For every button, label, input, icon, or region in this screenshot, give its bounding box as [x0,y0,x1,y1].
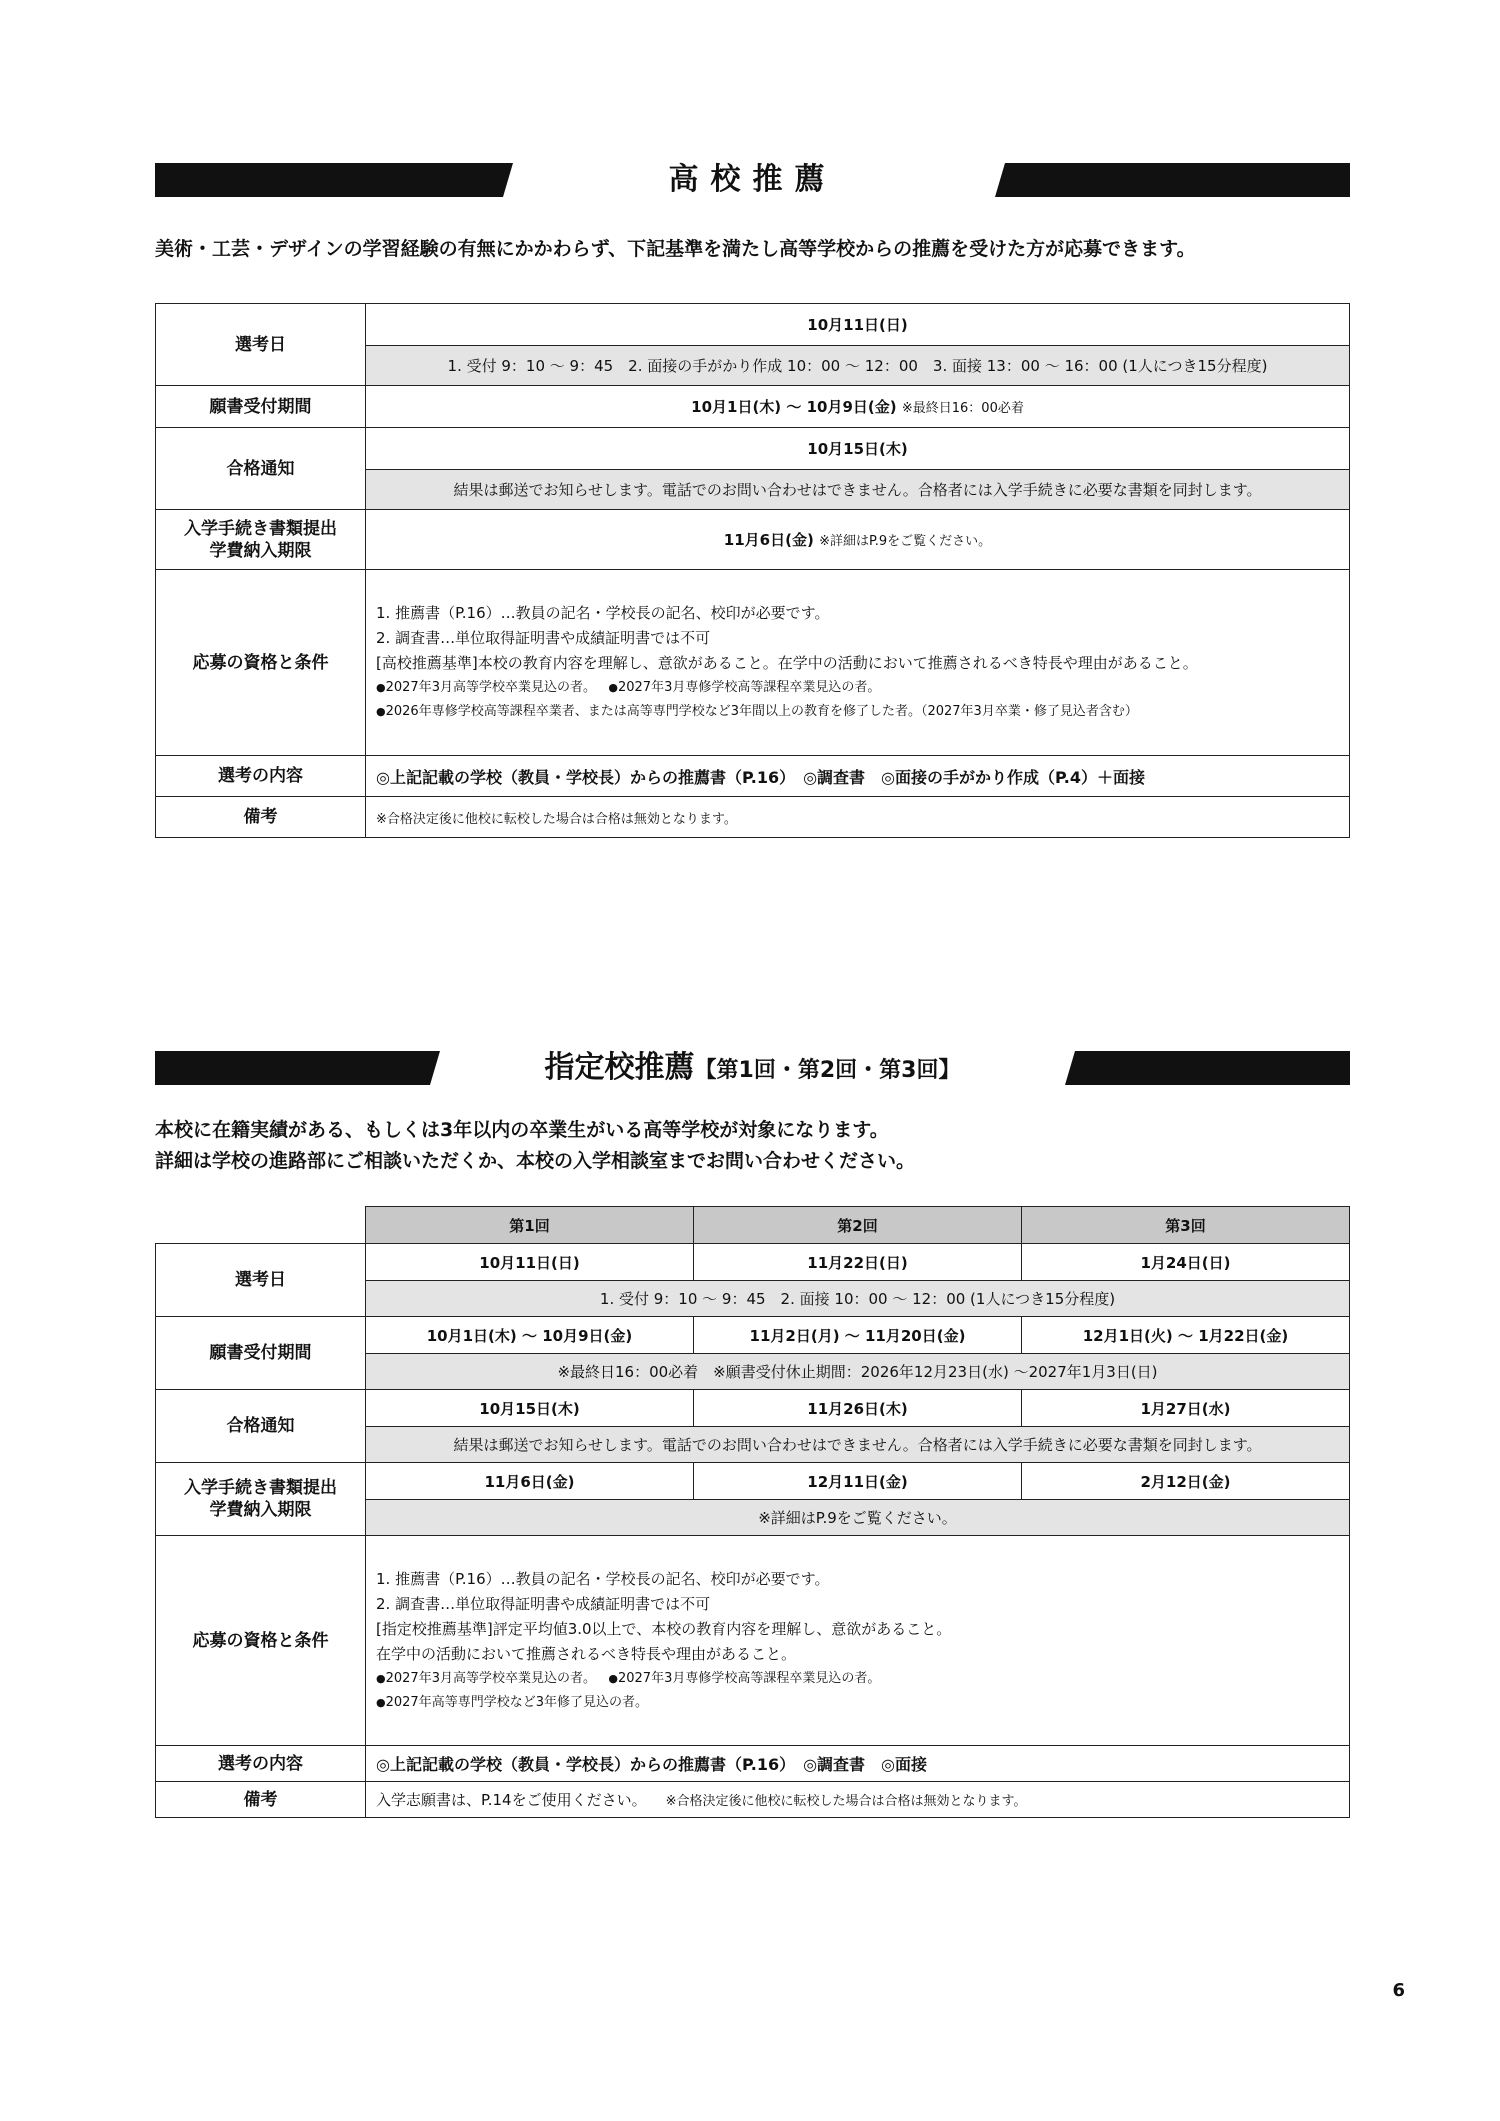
application-label: 願書受付期間 [156,1317,366,1390]
enroll-label-1: 入学手続き書類提出 [184,518,337,539]
col-round-1: 第1回 [366,1207,694,1244]
result-label: 合格通知 [156,1390,366,1463]
exam-date-label: 選考日 [156,304,366,386]
result-label: 合格通知 [156,428,366,510]
cond-4a: 2027年3月高等学校卒業見込の者。 [385,680,596,695]
cond-4b: 2027年3月専修学校高等課程卒業見込の者。 [617,680,881,695]
cond-1: 1. 推薦書（P.16）…教員の記名・学校長の記名、校印が必要です。 [376,1569,830,1588]
cond-5a: 2027年3月高等学校卒業見込の者。 [385,1670,596,1686]
application-period: 10月1日(木) ～ 10月9日(金) [691,398,897,416]
enroll-cell [366,510,1350,570]
result-note: 結果は郵送でお知らせします。電話でのお問い合わせはできません。合格者には入学手続きに必要な書類を同封します。 [366,470,1350,510]
remarks: ※合格決定後に他校に転校した場合は合格は無効となります。 [366,797,1350,838]
section2-table [155,1206,1350,1818]
enroll-date: 11月6日(金) [723,531,814,549]
section1-title: 高校推薦 [668,162,837,197]
page-number: 6 [1392,1980,1405,2001]
cond-6-line [376,1691,1339,1715]
section2-title-wrap [155,1045,1350,1094]
enroll-date-3: 2月12日(金) [1022,1463,1350,1500]
bullet-icon: ● [376,1671,386,1685]
exam-date-2: 11月22日(日) [694,1244,1022,1281]
result-date: 10月15日(木) [366,428,1350,470]
enroll-note: ※詳細はP.9をご覧ください。 [819,534,992,549]
section2-intro-2: 詳細は学校の進路部にご相談いただくか、本校の入学相談室までお問い合わせください。 [155,1150,916,1172]
enroll-label [156,510,366,570]
section2-title: 指定校推薦 [544,1050,695,1085]
exam-date-3: 1月24日(日) [1022,1244,1350,1281]
result-note: 結果は郵送でお知らせします。電話でのお問い合わせはできません。合格者には入学手続きに必要な書類を同封します。 [366,1427,1350,1463]
result-date-3: 1月27日(水) [1022,1390,1350,1427]
remarks-2: ※合格決定後に他校に転校した場合は合格は無効となります。 [665,1794,1027,1809]
section2-title-sub: 【第1回・第2回・第3回】 [694,1058,961,1083]
col-round-2: 第2回 [694,1207,1022,1244]
cond-3: [指定校推薦基準]評定平均値3.0以上で、本校の教育内容を理解し、意欲があること。 [376,1619,952,1638]
content-label: 選考の内容 [156,1746,366,1782]
section2-intro [155,1115,915,1177]
col-round-3: 第3回 [1022,1207,1350,1244]
application-note: ※最終日16：00必着 ※願書受付休止期間：2026年12月23日(水) ～2027年1月3日(日) [366,1354,1350,1390]
bullet-icon: ● [608,681,618,694]
application-period-3: 12月1日(火) ～ 1月22日(金) [1022,1317,1350,1354]
application-cell [366,386,1350,428]
exam-schedule: 1. 受付 9：10 ～ 9：45 2. 面接 10：00 ～ 12：00 (1人につき15分程度) [366,1281,1350,1317]
exam-date-label: 選考日 [156,1244,366,1317]
corner-blank [156,1207,366,1244]
section2-header [155,1051,1350,1085]
cond-4 [376,676,1339,700]
enroll-label-2: 学費納入期限 [209,540,312,561]
bullet-icon: ● [376,1695,386,1709]
cond-4: 在学中の活動において推薦されるべき特長や理由があること。 [376,1644,797,1663]
cond-2: 2. 調査書…単位取得証明書や成績証明書では不可 [376,629,711,647]
enroll-label-1: 入学手続き書類提出 [184,1478,337,1498]
exam-date-1: 10月11日(日) [366,1244,694,1281]
exam-schedule: 1. 受付 9：10 ～ 9：45 2. 面接の手がかり作成 10：00 ～ 12：00 3. 面接 13：00 ～ 16：00 (1人につき15分程度) [366,346,1350,386]
section1-table [155,303,1350,838]
cond-2: 2. 調査書…単位取得証明書や成績証明書では不可 [376,1594,711,1613]
cond-5: 2026年専修学校高等課程卒業者、または高等専門学校など3年間以上の教育を修了した者。（2027年3月卒業・修了見込者含む） [385,704,1138,719]
enroll-date-2: 12月11日(金) [694,1463,1022,1500]
section1-header [155,163,1350,197]
bullet-icon: ● [608,1671,618,1685]
enroll-date-1: 11月6日(金) [366,1463,694,1500]
cond-5-line [376,700,1339,724]
content: ◎上記記載の学校（教員・学校長）からの推薦書（P.16） ◎調査書 ◎面接 [366,1746,1350,1782]
enroll-label-2: 学費納入期限 [209,1500,312,1520]
cond-3: [高校推薦基準]本校の教育内容を理解し、意欲があること。在学中の活動において推薦されるべき特長や理由があること。 [376,654,1198,672]
cond-6: 2027年高等専門学校など3年修了見込の者。 [385,1694,648,1710]
result-date-1: 10月15日(木) [366,1390,694,1427]
remarks-label: 備考 [156,797,366,838]
enroll-label [156,1463,366,1536]
remarks-cell [366,1782,1350,1818]
cond-5 [376,1667,1339,1691]
exam-date: 10月11日(日) [366,304,1350,346]
cond-label: 応募の資格と条件 [156,1536,366,1746]
cond-1: 1. 推薦書（P.16）…教員の記名・学校長の記名、校印が必要です。 [376,604,830,622]
section1-intro: 美術・工芸・デザインの学習経験の有無にかかわらず、下記基準を満たし高等学校からの推薦を受けた方が応募できます。 [155,238,1196,260]
application-note: ※最終日16：00必着 [901,401,1024,416]
enroll-note: ※詳細はP.9をご覧ください。 [366,1500,1350,1536]
application-period-2: 11月2日(月) ～ 11月20日(金) [694,1317,1022,1354]
remarks-1: 入学志願書は、P.14をご使用ください。 [376,1791,647,1809]
application-label: 願書受付期間 [156,386,366,428]
result-date-2: 11月26日(木) [694,1390,1022,1427]
section2-intro-1: 本校に在籍実績がある、もしくは3年以内の卒業生がいる高等学校が対象になります。 [155,1119,889,1141]
cond-cell [366,570,1350,756]
application-period-1: 10月1日(木) ～ 10月9日(金) [366,1317,694,1354]
cond-5b: 2027年3月専修学校高等課程卒業見込の者。 [617,1670,881,1686]
cond-label: 応募の資格と条件 [156,570,366,756]
cond-cell [366,1536,1350,1746]
bullet-icon: ● [376,681,386,694]
remarks-label: 備考 [156,1782,366,1818]
bullet-icon: ● [376,705,386,718]
content: ◎上記記載の学校（教員・学校長）からの推薦書（P.16） ◎調査書 ◎面接の手がかり作成（P.4）＋面接 [366,756,1350,797]
content-label: 選考の内容 [156,756,366,797]
